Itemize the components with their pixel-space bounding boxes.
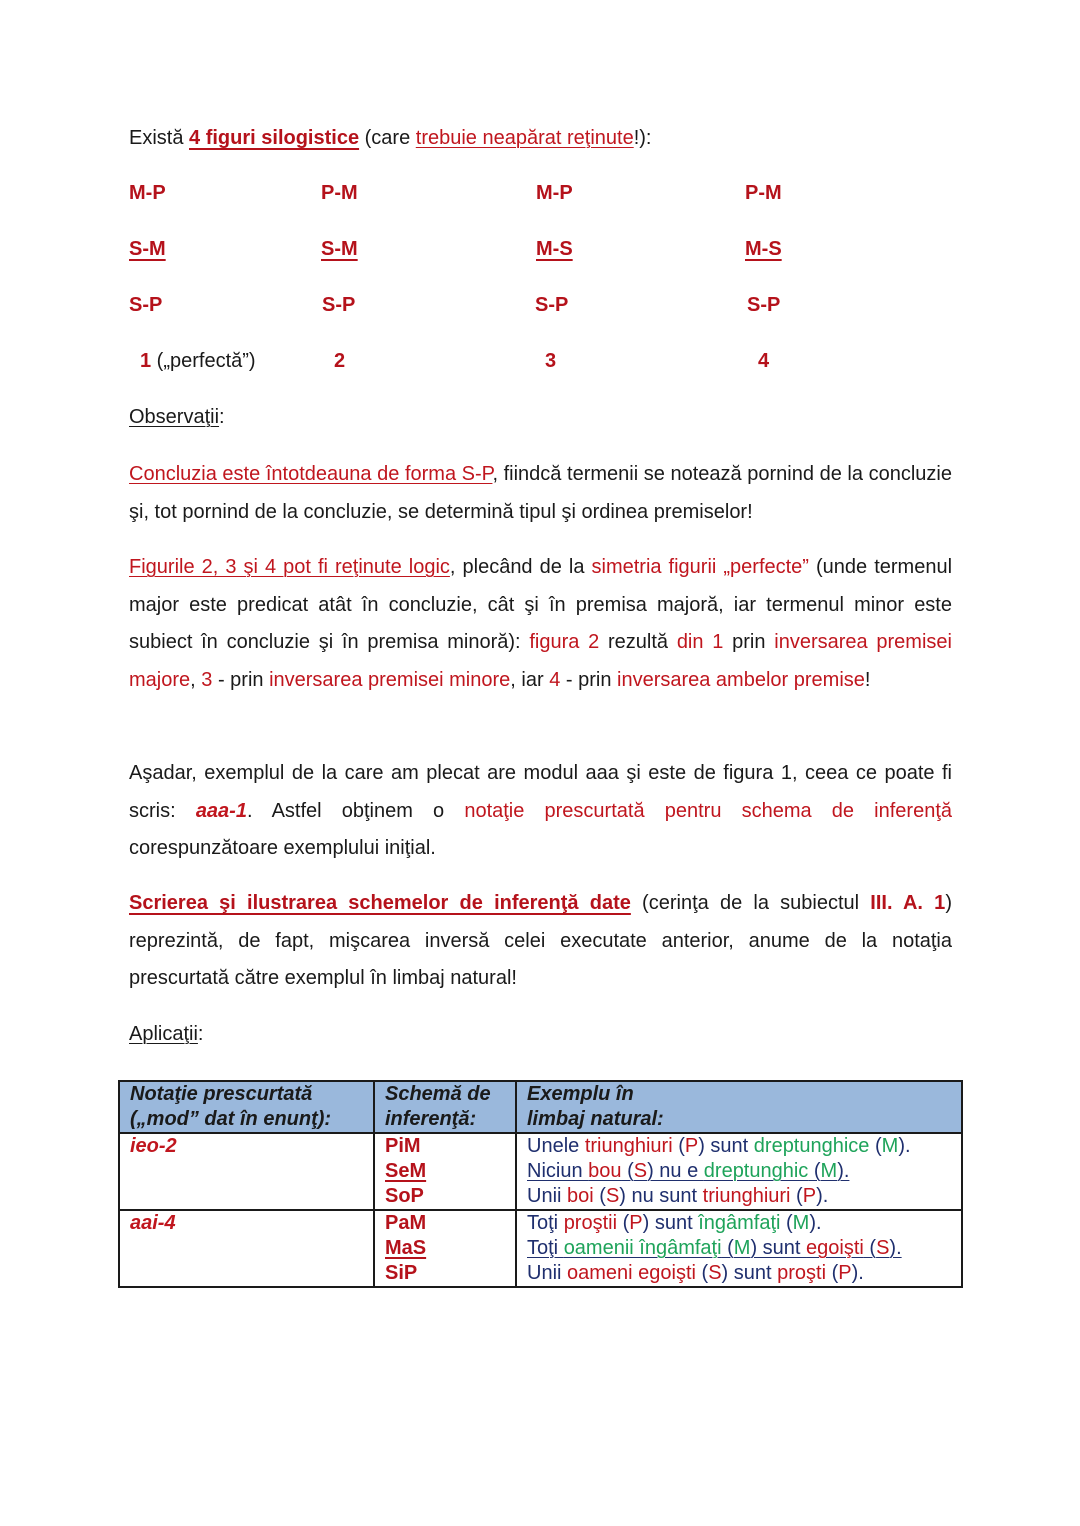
figure-4-major: P-M xyxy=(745,182,782,204)
figure-2-conclusion: S-P xyxy=(322,294,356,316)
p3-emphasis: notaţie prescurtată pentru schema de inferenţă xyxy=(464,799,952,822)
example-segment: M xyxy=(792,1212,810,1234)
p2-text: - prin xyxy=(212,668,270,691)
applications-heading xyxy=(129,1016,952,1054)
example-segment: ( xyxy=(617,1212,630,1234)
figure-2-major: P-M xyxy=(321,182,358,204)
example-segment: ) sunt xyxy=(721,1262,778,1284)
observations-heading-text: Observaţii xyxy=(129,406,220,428)
example-segment: triunghiuri xyxy=(584,1135,673,1157)
intro-middle: (care xyxy=(359,127,416,149)
notation-cell: aai-4 xyxy=(119,1210,374,1287)
example-segment: Unii xyxy=(527,1185,568,1207)
example-segment: ) nu e xyxy=(647,1160,704,1182)
figure-1-major: M-P xyxy=(129,182,166,204)
p3-text: . Astfel obţinem o xyxy=(246,799,465,822)
p2-emphasis: din 1 xyxy=(676,631,724,653)
figure-4-minor: M-S xyxy=(745,238,782,260)
p2-emphasis: inversarea premisei minore xyxy=(269,668,511,691)
p4-text: ) reprezintă, de fapt, mişcarea inversă celei executate anterior, anume de la notaţia prescurtată către exemplul în limbaj natural! xyxy=(129,892,952,989)
example-segment: ( xyxy=(780,1212,793,1234)
observation-paragraph-1 xyxy=(129,456,952,531)
p1-highlight: Concluzia este întotdeauna de forma S-P xyxy=(129,463,493,485)
table-header-row xyxy=(119,1081,962,1133)
example-segment: M xyxy=(820,1160,838,1182)
p2-text: - prin xyxy=(560,668,617,691)
example-segment: Niciun xyxy=(527,1160,589,1182)
example-segment: ( xyxy=(695,1262,709,1284)
example-segment: proşti xyxy=(777,1262,827,1284)
figure-3-number: 3 xyxy=(545,350,557,372)
p2-emphasis: figura 2 xyxy=(529,631,600,653)
figure-1-note: („perfectă”) xyxy=(151,350,256,372)
figure-1-number: 1 xyxy=(140,350,152,372)
example-segment: bou xyxy=(588,1160,622,1182)
example-segment: P xyxy=(629,1212,643,1234)
example-segment: S xyxy=(605,1185,620,1207)
p1-text: , fiindcă termenii se notează pornind de la concluzie şi, tot pornind de la concluzie, se determină tipul şi ordinea premiselor! xyxy=(129,463,952,523)
example-segment: M xyxy=(881,1135,899,1157)
intro-emphasis: trebuie neapărat reţinute xyxy=(415,127,634,149)
header-notation xyxy=(119,1081,374,1133)
example-segment: ( xyxy=(672,1135,685,1157)
p4-text: (cerinţa de la subiectul xyxy=(630,892,871,914)
example-major xyxy=(527,1211,953,1236)
p4-highlight: Scrierea şi ilustrarea schemelor de inferenţă date xyxy=(129,892,631,914)
applications-heading-text: Aplicaţii xyxy=(129,1023,198,1045)
example-segment: ( xyxy=(808,1160,821,1182)
p3-text: corespunzătoare exemplului iniţial. xyxy=(129,837,436,859)
p2-text: , iar xyxy=(510,668,550,691)
header-line: limbaj natural: xyxy=(527,1108,664,1130)
header-line: Notaţie prescurtată xyxy=(130,1083,313,1105)
figure-3-label xyxy=(545,350,556,373)
example-segment: oameni egoişti xyxy=(567,1262,696,1284)
example-segment: oamenii îngâmfaţi xyxy=(563,1237,722,1259)
figure-1-conclusion: S-P xyxy=(129,294,163,316)
applications-table xyxy=(118,1080,963,1288)
figure-2-minor: S-M xyxy=(321,238,358,260)
example-segment: proştii xyxy=(563,1212,618,1234)
p4-reference: III. A. 1 xyxy=(870,892,946,914)
header-line: inferenţă: xyxy=(385,1108,477,1130)
example-segment: ) sunt xyxy=(642,1212,699,1234)
example-segment: triunghiuri xyxy=(702,1185,791,1207)
figure-3-major: M-P xyxy=(536,182,573,204)
example-segment: Toţi xyxy=(527,1237,564,1259)
example-segment: P xyxy=(838,1262,852,1284)
figure-1-label xyxy=(140,350,256,373)
intro-suffix: !): xyxy=(633,127,652,149)
example-segment: ( xyxy=(826,1262,839,1284)
p2-text: ! xyxy=(864,668,871,691)
example-segment: boi xyxy=(567,1185,594,1207)
p2-text: rezultă xyxy=(599,631,677,653)
p2-highlight: Figurile 2, 3 şi 4 pot fi reţinute logic xyxy=(129,556,450,578)
p2-text: , xyxy=(190,668,202,691)
example-segment: M xyxy=(733,1237,751,1259)
p3-text: Aşadar, exemplul de la care am plecat are modul aaa şi este de figura 1, ceea ce poate fi scris: xyxy=(129,762,952,822)
example-segment: ( xyxy=(790,1185,803,1207)
intro-prefix: Există xyxy=(129,127,190,149)
example-segment: ). xyxy=(816,1185,829,1207)
example-segment: ). xyxy=(889,1237,902,1259)
p2-emphasis: 4 xyxy=(549,668,561,691)
schema-conclusion: SiP xyxy=(385,1262,418,1284)
example-segment: egoişti xyxy=(806,1237,864,1259)
header-line: („mod” dat în enunţ): xyxy=(130,1108,332,1130)
header-schema xyxy=(374,1081,516,1133)
schema-minor: SeM xyxy=(385,1160,427,1182)
example-segment: ) sunt xyxy=(698,1135,754,1157)
example-minor xyxy=(527,1236,953,1261)
schema-conclusion: SoP xyxy=(385,1185,424,1207)
example-segment: ( xyxy=(869,1135,882,1157)
notation-cell: ieo-2 xyxy=(119,1133,374,1210)
example-segment: ( xyxy=(593,1185,606,1207)
example-segment: îngâmfaţi xyxy=(698,1212,781,1234)
figure-2-number: 2 xyxy=(334,350,346,372)
schema-cell xyxy=(374,1210,516,1287)
table-row xyxy=(119,1133,962,1210)
example-segment: P xyxy=(684,1135,699,1157)
figure-4-number: 4 xyxy=(758,350,770,372)
figure-3-conclusion: S-P xyxy=(535,294,569,316)
example-segment: S xyxy=(708,1262,722,1284)
figure-4-label xyxy=(758,350,769,373)
figure-4-conclusion: S-P xyxy=(747,294,781,316)
example-conclusion xyxy=(527,1261,953,1286)
example-segment: dreptunghice xyxy=(753,1135,870,1157)
example-segment: P xyxy=(802,1185,817,1207)
example-segment: S xyxy=(876,1237,890,1259)
header-line: Exemplu în xyxy=(527,1083,634,1105)
table-row xyxy=(119,1210,962,1287)
example-cell xyxy=(516,1133,962,1210)
p2-emphasis: 3 xyxy=(201,668,213,691)
figure-1-minor: S-M xyxy=(129,238,166,260)
p2-emphasis: inversarea premisei majore xyxy=(129,631,952,691)
example-conclusion xyxy=(527,1184,953,1209)
p2-text: (unde termenul major este predicat atât în concluzie, cât şi în premisa majoră, iar termenul minor este subiect în concluzie şi în premisa minoră): xyxy=(129,556,953,653)
p2-text: , plecând de la xyxy=(449,556,592,578)
example-segment: S xyxy=(633,1160,648,1182)
header-example xyxy=(516,1081,962,1133)
p2-emphasis: simetria figurii „perfecte” xyxy=(591,556,809,578)
header-line: Schemă de xyxy=(385,1083,491,1105)
example-segment: ( xyxy=(863,1237,877,1259)
heading-colon: : xyxy=(197,1023,204,1045)
example-segment: Unele xyxy=(527,1135,585,1157)
example-segment: ). xyxy=(809,1212,822,1234)
example-segment: ). xyxy=(898,1135,911,1157)
example-minor xyxy=(527,1159,953,1184)
example-segment: ( xyxy=(621,1160,634,1182)
example-segment: Toţi xyxy=(527,1212,564,1234)
observation-paragraph-2 xyxy=(129,549,952,699)
p2-emphasis: inversarea ambelor premise xyxy=(617,668,865,691)
schema-major: PiM xyxy=(385,1135,421,1157)
example-cell xyxy=(516,1210,962,1287)
example-segment: Unii xyxy=(527,1262,568,1284)
p3-notation: aaa-1 xyxy=(195,799,247,822)
p2-text: prin xyxy=(723,631,775,653)
example-segment: ). xyxy=(851,1262,864,1284)
example-segment: ). xyxy=(837,1160,850,1182)
observation-paragraph-3 xyxy=(129,755,952,868)
observations-heading xyxy=(129,399,952,437)
example-major xyxy=(527,1134,953,1159)
observation-paragraph-4 xyxy=(129,885,952,998)
intro-line xyxy=(129,120,952,158)
heading-colon: : xyxy=(219,406,225,428)
figure-3-minor: M-S xyxy=(536,238,573,260)
example-segment: dreptunghic xyxy=(703,1160,809,1182)
example-segment: ) nu sunt xyxy=(619,1185,703,1207)
example-segment: ) sunt xyxy=(750,1237,807,1259)
figure-2-label xyxy=(334,350,345,373)
example-segment: ( xyxy=(721,1237,734,1259)
schema-cell xyxy=(374,1133,516,1210)
schema-major: PaM xyxy=(385,1212,427,1234)
schema-minor: MaS xyxy=(385,1237,427,1259)
intro-highlight: 4 figuri silogistice xyxy=(189,127,360,149)
